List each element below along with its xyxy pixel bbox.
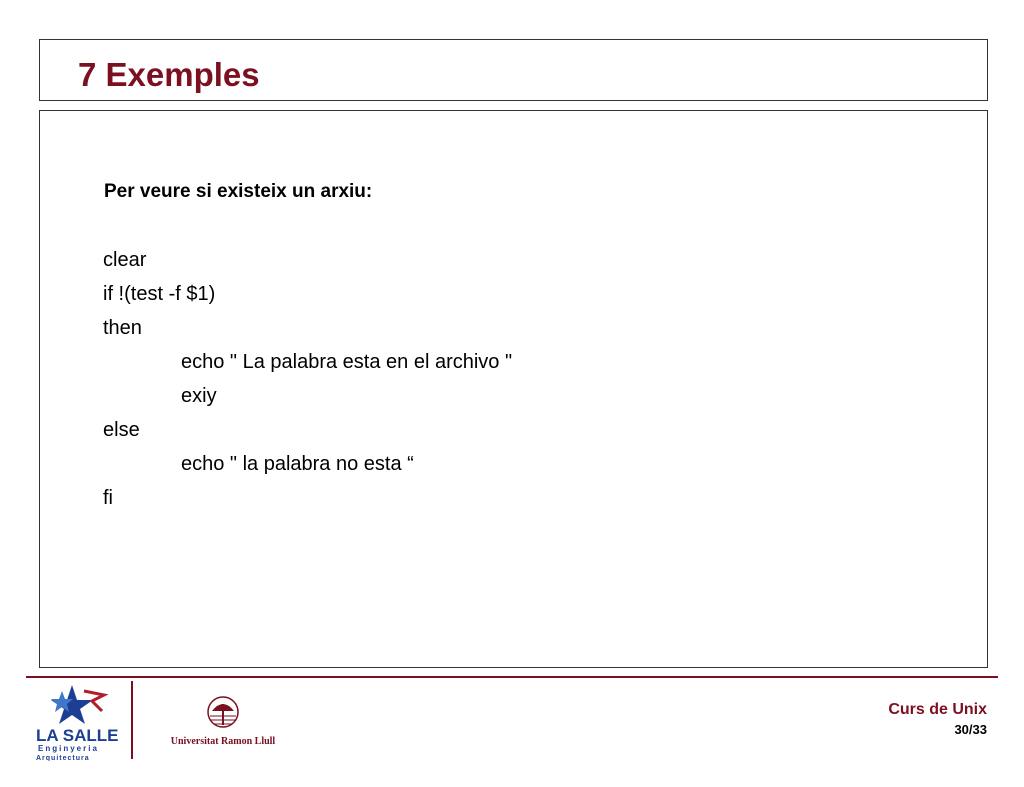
svg-text:Enginyeria: Enginyeria	[38, 744, 99, 753]
svg-text:LA SALLE: LA SALLE	[36, 726, 119, 745]
footer-divider	[26, 676, 998, 678]
url-logo	[148, 695, 298, 750]
university-name: Universitat Ramon Llull	[170, 736, 276, 747]
lasalle-logo	[36, 683, 126, 761]
code-line: then	[103, 317, 142, 339]
code-line: if !(test -f $1)	[103, 283, 216, 305]
code-line: fi	[103, 487, 113, 509]
code-line: clear	[103, 249, 147, 271]
course-name: Curs de Unix	[888, 701, 987, 718]
footer-vertical-divider	[131, 681, 133, 759]
code-line: else	[103, 419, 140, 441]
content-heading: Per veure si existeix un arxiu:	[104, 181, 373, 202]
slide-title: 7 Exemples	[78, 56, 260, 93]
page-number: 30/33	[954, 722, 987, 737]
tree-emblem-icon	[148, 695, 298, 735]
content-box	[39, 110, 988, 668]
code-line: echo " la palabra no esta “	[181, 453, 414, 475]
code-line: exiy	[181, 385, 217, 407]
code-line: echo " La palabra esta en el archivo "	[181, 351, 513, 373]
title-box	[39, 39, 988, 101]
svg-text:Arquitectura: Arquitectura	[36, 755, 90, 761]
